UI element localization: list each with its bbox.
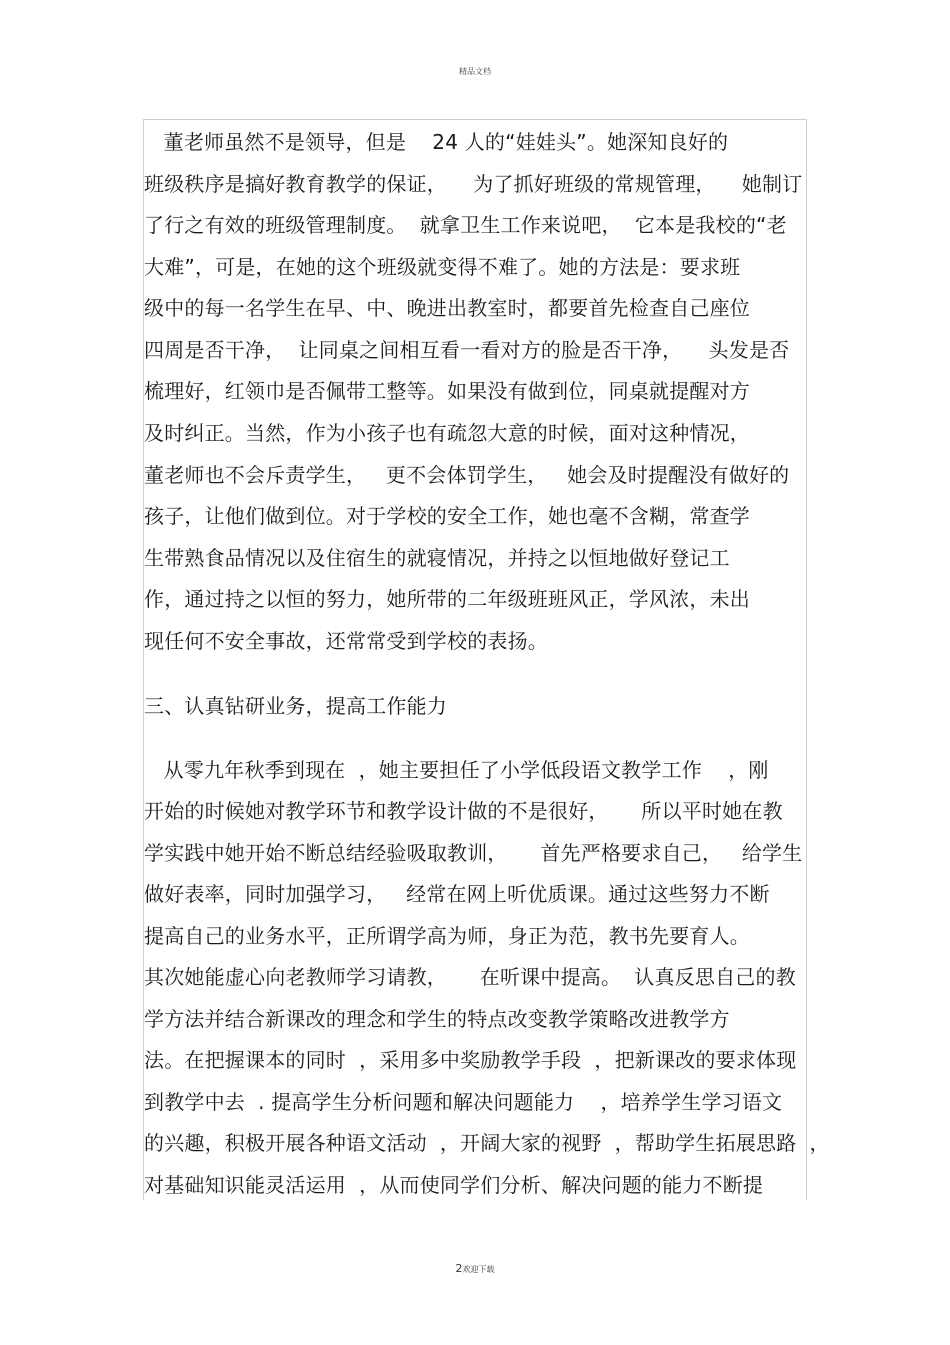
text-line: 学实践中她开始不断总结经验吸取教训， 首先严格要求自己， 给学生 xyxy=(144,841,803,865)
text-line: 作，通过持之以恒的努力，她所带的二年级班班风正，学风浓，未出 xyxy=(144,587,750,611)
text-line: 梳理好，红领巾是否佩带工整等。如果没有做到位，同桌就提醒对方 xyxy=(144,379,750,403)
text-line: 生带熟食品情况以及住宿生的就寝情况，并持之以恒地做好登记工 xyxy=(144,546,730,570)
text-line: 的兴趣，积极开展各种语文活动 ，开阔大家的视野 ，帮助学生拓展思路 ， xyxy=(144,1131,830,1155)
text-line: 级中的每一名学生在早、中、晚进出教室时，都要首先检查自己座位 xyxy=(144,296,750,320)
section-heading: 三、认真钻研业务，提高工作能力 xyxy=(144,694,447,718)
text-line: 孩子，让他们做到位。对于学校的安全工作，她也毫不含糊，常查学 xyxy=(144,504,750,528)
text-line: 对基础知识能灵活运用 ，从而使同学们分析、解决问题的能力不断提 xyxy=(144,1173,764,1197)
text-line: 了行之有效的班级管理制度。 就拿卫生工作来说吧， 它本是我校的“老 xyxy=(144,213,787,237)
text-line: 现任何不安全事故，还常常受到学校的表扬。 xyxy=(144,629,548,653)
text-line: 董老师也不会斥责学生， 更不会体罚学生， 她会及时提醒没有做好的 xyxy=(144,463,790,487)
text-line: 开始的时候她对教学环节和教学设计做的不是很好， 所以平时她在教 xyxy=(144,799,783,823)
text-line: 班级秩序是搞好教育教学的保证， 为了抓好班级的常规管理， 她制订 xyxy=(144,172,803,196)
page-header: 精品文档 xyxy=(459,67,491,76)
text-line: 董老师虽然不是领导，但是 24 人的“娃娃头”。她深知良好的 xyxy=(144,130,729,154)
page-number: 2 xyxy=(455,1262,463,1275)
text-line: 四周是否干净， 让同桌之间相互看一看对方的脸是否干净， 头发是否 xyxy=(144,338,790,362)
page-footer xyxy=(0,1262,950,1275)
text-line: 法。在把握课本的同时 ，采用多中奖励教学手段 ，把新课改的要求体现 xyxy=(144,1048,797,1072)
text-line: 及时纠正。当然，作为小孩子也有疏忽大意的时候，面对这种情况， xyxy=(144,421,750,445)
text-line: 学方法并结合新课改的理念和学生的特点改变教学策略改进教学方 xyxy=(144,1007,730,1031)
text-line: 提高自己的业务水平，正所谓学高为师，身正为范，教书先要育人。 xyxy=(144,924,750,948)
text-line: 其次她能虚心向老教师学习请教， 在听课中提高。 认真反思自己的教 xyxy=(144,965,796,989)
text-line: 大难”，可是，在她的这个班级就变得不难了。她的方法是：要求班 xyxy=(144,255,741,279)
text-line: 到教学中去 . 提高学生分析问题和解决问题能力 ，培养学生学习语文 xyxy=(144,1090,783,1114)
footer-text: 欢迎下载 xyxy=(462,1265,495,1274)
text-line: 从零九年秋季到现在 ，她主要担任了小学低段语文教学工作 ，刚 xyxy=(144,758,769,782)
content-frame xyxy=(143,119,807,1200)
text-line: 做好表率，同时加强学习， 经常在网上听优质课。通过这些努力不断 xyxy=(144,882,770,906)
